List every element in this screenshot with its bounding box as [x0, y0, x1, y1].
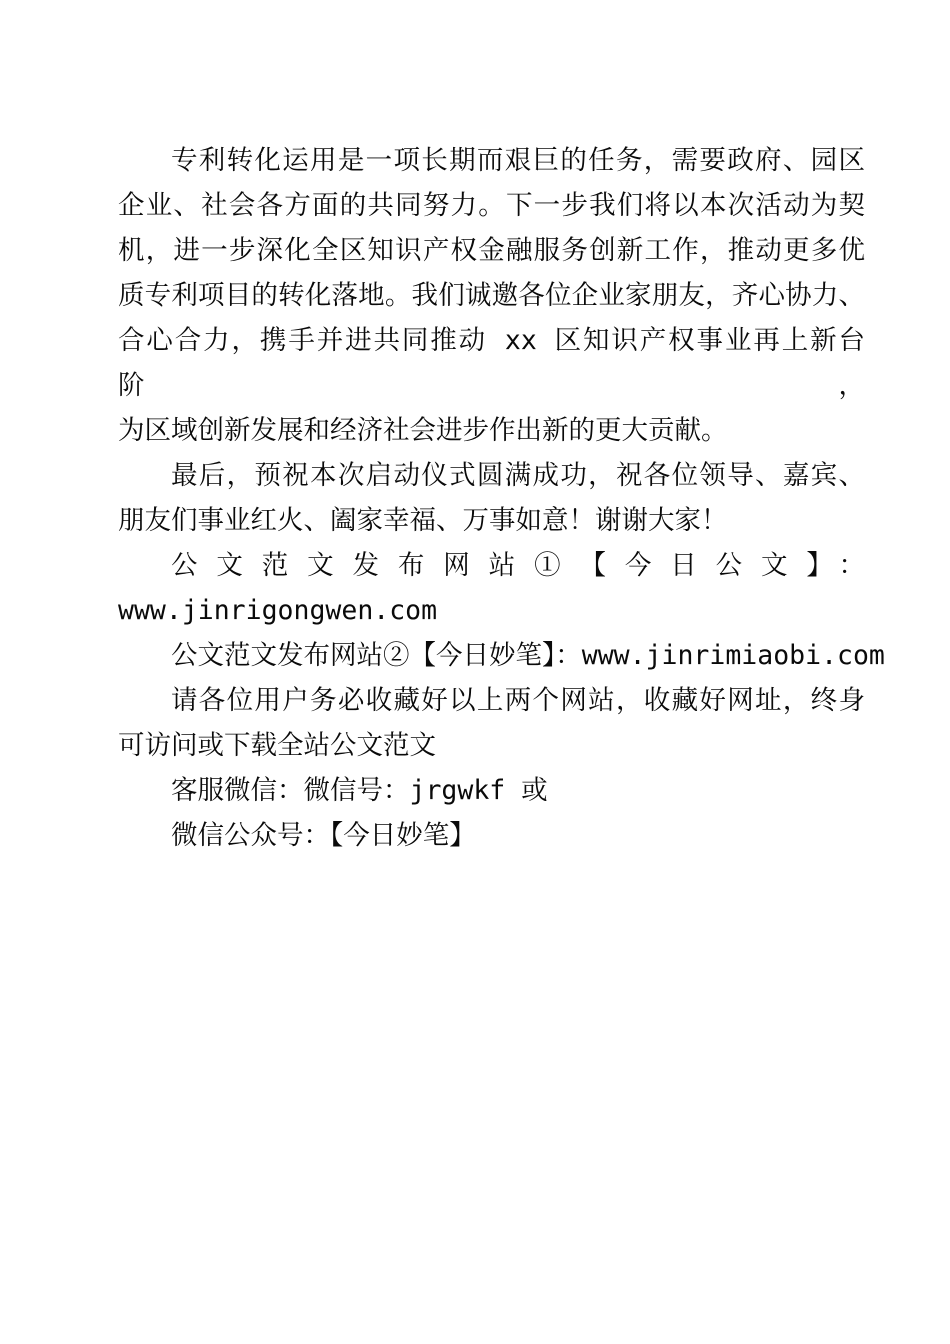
document-line: 为区域创新发展和经济社会进步作出新的更大贡献。 — [118, 415, 728, 446]
document-line: 机，进一步深化全区知识产权金融服务创新工作，推动更多优 — [118, 235, 865, 266]
document-line: 最后，预祝本次启动仪式圆满成功，祝各位领导、嘉宾、 — [171, 460, 865, 491]
document-line: 可访问或下载全站公文范文 — [118, 730, 436, 761]
document-line: 专利转化运用是一项长期而艰巨的任务，需要政府、园区 — [171, 145, 865, 176]
document-content — [118, 138, 885, 858]
document-line: 请各位用户务必收藏好以上两个网站，收藏好网址，终身 — [171, 685, 865, 716]
document-line: 朋友们事业红火、阖家幸福、万事如意！谢谢大家！ — [118, 505, 728, 536]
document-line: 公文范文发布网站①【今日公文】： — [171, 550, 865, 581]
document-line: 质专利项目的转化落地。我们诚邀各位企业家朋友，齐心协力、 — [118, 280, 865, 311]
document-line: 合心合力，携手并进共同推动 xx 区知识产权事业再上新台阶， — [118, 325, 865, 401]
document-line: www.jinrigongwen.com — [118, 595, 438, 626]
document-line: 客服微信：微信号：jrgwkf 或 — [171, 775, 548, 806]
document-line: 微信公众号：【今日妙笔】 — [171, 820, 476, 851]
document-line: 企业、社会各方面的共同努力。下一步我们将以本次活动为契 — [118, 190, 865, 221]
document-line: 公文范文发布网站②【今日妙笔】：www.jinrimiaobi.com — [171, 640, 885, 671]
